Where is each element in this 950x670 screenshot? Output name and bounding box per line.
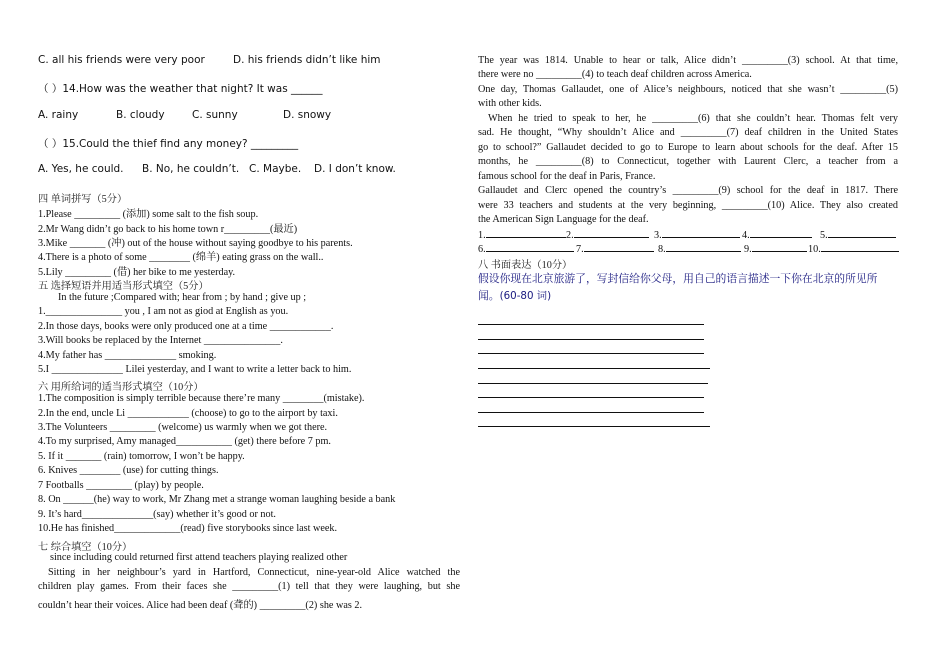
s6-item-10: 10.He has finished_____________(read) five storybooks since last week. (38, 523, 338, 534)
s6-item-9: 9. It’s hard______________(say) whether it’s good or not. (38, 509, 276, 520)
writing-line[interactable] (478, 324, 704, 325)
writing-line[interactable] (478, 339, 704, 340)
answer-label-6: 6. (478, 244, 486, 255)
answer-slot-2 (566, 228, 649, 241)
q15-option-a: A. Yes, he could. (38, 163, 124, 175)
s8-prompt-line-2-cn: 闻。 (478, 290, 500, 302)
section5-heading: 五 选择短语并用适当形式填空（5分） (38, 281, 209, 292)
s7-right-line-12: the American Sign Language for the deaf. (478, 214, 649, 225)
answer-row-1 (478, 228, 566, 241)
q14-option-b: B. cloudy (116, 109, 165, 121)
answer-blank-1[interactable] (486, 228, 566, 238)
s6-item-7: 7 Footballs _________ (play) by people. (38, 480, 204, 491)
answer-blank-7[interactable] (584, 242, 654, 252)
s7-right-line-5: When he tried to speak to her, he _________(6) that she couldn’t hear. Thomas felt very (488, 113, 898, 124)
q14-option-d: D. snowy (283, 109, 332, 121)
answer-slot-3 (654, 228, 740, 241)
q15-option-d: D. I don’t know. (314, 163, 396, 175)
answer-label-10: 10. (808, 244, 821, 255)
answer-blank-9[interactable] (752, 242, 807, 252)
s8-prompt-line-1: 假设你现在北京旅游了，写封信给你父母，用自己的语言描述一下你在北京的所见所 (478, 273, 878, 285)
q14-option-a: A. rainy (38, 109, 79, 121)
answer-label-8: 8. (658, 244, 666, 255)
answer-label-3: 3. (654, 230, 662, 241)
s5-item-5: 5.I ______________ Lilei yesterday, and I want to write a letter back to him. (38, 364, 352, 375)
s6-item-6: 6. Knives ________ (use) for cutting things. (38, 465, 219, 476)
q15-option-c: C. Maybe. (249, 163, 302, 175)
s4-item-2: 2.Mr Wang didn’t go back to his home town r_________(最近) (38, 224, 298, 235)
s7-passage-line-3: couldn’t hear their voices. Alice had been deaf (聋的) _________(2) she was 2. (38, 600, 363, 611)
writing-line[interactable] (478, 368, 710, 369)
s7-right-line-7: go to school?” Gallaudet decided to go to Europe to learn about schools for the deaf. After 15 (478, 142, 898, 153)
s7-right-line-6: sad. He thought, “Why shouldn’t Alice and _________(7) deaf children in the United States (478, 127, 898, 138)
answer-slot-8 (658, 242, 741, 255)
answer-blank-2[interactable] (574, 228, 649, 238)
q14-option-c: C. sunny (192, 109, 238, 121)
s4-item-1: 1.Please _________ (添加) some salt to the fish soup. (38, 209, 259, 220)
writing-line[interactable] (478, 353, 704, 354)
answer-blank-3[interactable] (662, 228, 740, 238)
answer-slot-6 (478, 242, 574, 255)
s7-right-line-11: were 33 teachers and students at the very beginning, _________(10) Alice. They also created (478, 200, 898, 211)
answer-blank-10[interactable] (821, 242, 899, 252)
answer-label-2: 2. (566, 230, 574, 241)
s6-item-2: 2.In the end, uncle Li ____________ (choose) to go to the airport by taxi. (38, 408, 338, 419)
s5-item-3: 3.Will books be replaced by the Internet _______________. (38, 335, 283, 346)
writing-line[interactable] (478, 397, 704, 398)
q13-option-d: D. his friends didn’t like him (233, 54, 381, 66)
writing-line[interactable] (478, 426, 710, 427)
s6-item-5: 5. If it _______ (rain) tomorrow, I won’t be happy. (38, 451, 245, 462)
answer-blank-5[interactable] (828, 228, 896, 238)
s7-passage-line-1: Sitting in her neighbour’s yard in Hartford, Connecticut, nine-year-old Alice watched the (48, 567, 460, 578)
s7-right-line-2: there were no _________(4) to teach deaf children across America. (478, 69, 752, 80)
s6-item-3: 3.The Volunteers _________ (welcome) us warmly when we got there. (38, 422, 328, 433)
s7-wordbank: since including could returned first attend teachers playing realized other (50, 552, 348, 563)
writing-line[interactable] (478, 412, 704, 413)
s6-item-8: 8. On ______(he) way to work, Mr Zhang met a strange woman laughing beside a bank (38, 494, 396, 505)
s4-item-4: 4.There is a photo of some ________ (绵羊) eating grass on the wall.. (38, 252, 324, 263)
s6-item-1: 1.The composition is simply terrible because there’re many ________(mistake). (38, 393, 365, 404)
answer-blank-6[interactable] (486, 242, 574, 252)
s4-item-3: 3.Mike _______ (冲) out of the house without saying goodbye to his parents. (38, 238, 353, 249)
answer-blank-8[interactable] (666, 242, 741, 252)
s7-right-line-8: months, he _________(8) to Connecticut, together with Laurent Clerc, a teacher from a (478, 156, 898, 167)
answer-slot-10 (808, 242, 899, 255)
answer-label-5: 5. (820, 230, 828, 241)
s7-passage-line-2: children play games. From their faces she _________(1) tell that they were laughing, but she (38, 581, 460, 592)
answer-label-7: 7. (576, 244, 584, 255)
answer-label-9: 9. (744, 244, 752, 255)
s5-item-1: 1._______________ you , I am not as giod at English as you. (38, 306, 289, 317)
answer-label-1: 1. (478, 230, 486, 241)
s7-right-line-4: with other kids. (478, 98, 542, 109)
s5-item-4: 4.My father has ______________ smoking. (38, 350, 217, 361)
s5-item-2: 2.In those days, books were only produced one at a time ____________. (38, 321, 334, 332)
section7-heading: 七 综合填空（10分） (38, 542, 133, 553)
answer-slot-5 (820, 228, 896, 241)
answer-slot-4 (742, 228, 812, 241)
s7-right-line-1: The year was 1814. Unable to hear or talk, Alice didn’t _________(3) school. At that time, (478, 55, 898, 66)
answer-label-4: 4. (742, 230, 750, 241)
writing-line[interactable] (478, 383, 708, 384)
s7-right-line-9: famous school for the deaf in Paris, France. (478, 171, 656, 182)
s5-options: In the future ;Compared with; hear from ; by hand ; give up ; (58, 292, 307, 303)
s7-right-line-10: Gallaudet and Clerc opened the country’s _________(9) school for the deaf in 1817. There (478, 185, 898, 196)
section4-heading: 四 单词拼写（5分） (38, 194, 128, 205)
s8-prompt-line-2 (478, 287, 551, 303)
answer-slot-7 (576, 242, 654, 255)
answer-blank-4[interactable] (750, 228, 812, 238)
section6-heading: 六 用所给词的适当形式填空（10分） (38, 382, 204, 393)
q13-option-c: C. all his friends were very poor (38, 54, 205, 66)
s4-item-5: 5.Lily _________ (借) her bike to me yesterday. (38, 267, 236, 278)
q15-option-b: B. No, he couldn’t. (142, 163, 240, 175)
s6-item-4: 4.To my surprised, Amy managed___________ (get) there before 7 pm. (38, 436, 331, 447)
s7-right-line-3: One day, Thomas Gallaudet, one of Alice’s neighbours, noticed that she wasn’t _________(5) (478, 84, 898, 95)
section8-heading: 八 书面表达（10分） (478, 260, 573, 271)
q15-question: （ ）15.Could the thief find any money? _________ (38, 138, 299, 150)
q14-question: （ ）14.How was the weather that night? It was ______ (38, 83, 323, 95)
s8-prompt-word-count: (60-80 词) (499, 290, 552, 302)
answer-slot-9 (744, 242, 807, 255)
